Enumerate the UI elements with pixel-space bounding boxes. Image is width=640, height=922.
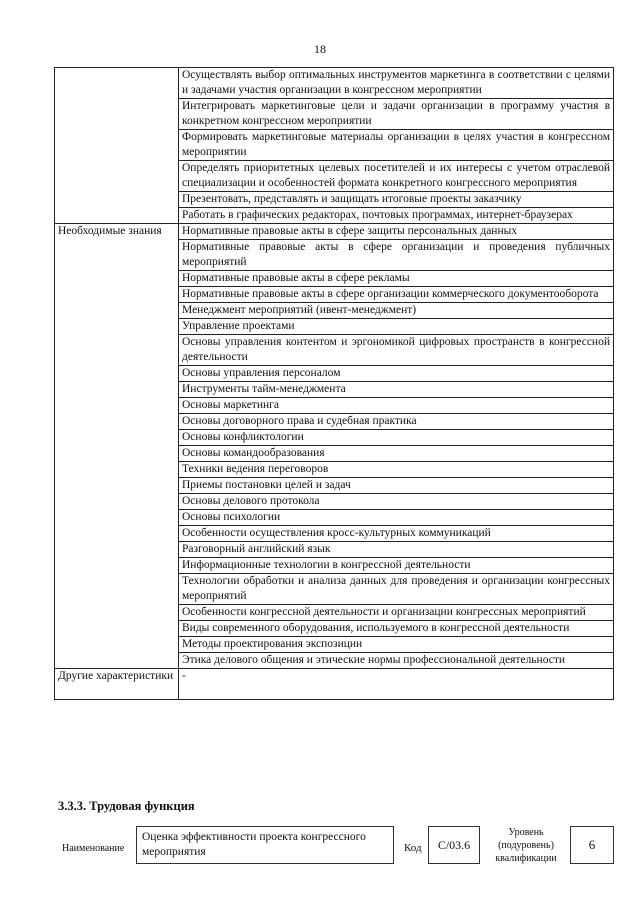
table-cell-item: Менеджмент мероприятий (ивент-менеджмент) [179,303,614,319]
table-cell-item: Виды современного оборудования, используемого в конгрессной деятельности [179,621,614,637]
table-cell-item: Нормативные правовые акты в сфере рекламы [179,271,614,287]
level-label: Уровень (подуровень) квалификации [495,827,557,864]
table-cell-item: Основы психологии [179,510,614,526]
level-box: 6 [570,826,614,864]
table-cell-item: Технологии обработки и анализа данных для проведения и организации конгрессных мероприятий [179,574,614,605]
labor-function-row [58,826,614,870]
table-cell-item: Основы управления персоналом [179,366,614,382]
table-cell-item: Основы маркетинга [179,398,614,414]
section-heading: 3.3.3. Трудовая функция [58,799,195,813]
table-cell-item: Интегрировать маркетинговые цели и задачи организации в программу участия в конкретном конгрессном мероприятии [179,99,614,130]
table-cell-item: Нормативные правовые акты в сфере защиты персональных данных [179,224,614,240]
skills-table-body [55,68,614,700]
code-box: C/03.6 [428,826,480,864]
table-cell-item: Нормативные правовые акты в сфере организации коммерческого документооборота [179,287,614,303]
table-cell-item: Основы делового протокола [179,494,614,510]
table-cell-item: Осуществлять выбор оптимальных инструментов маркетинга в соответствии с целями и задачами участия организации в конгрессном мероприятии [179,68,614,99]
table-cell-item: Работать в графических редакторах, почтовых программах, интернет-браузерах [179,208,614,224]
row-group-label: Другие характеристики [55,669,179,700]
table-cell-item: Информационные технологии в конгрессной деятельности [179,558,614,574]
other-characteristics-row [55,669,614,700]
row-group-label [55,68,179,224]
table-cell-item: Основы договорного права и судебная практика [179,414,614,430]
table-cell-item: Управление проектами [179,319,614,335]
table-cell-item: - [179,669,614,700]
table-cell-item: Презентовать, представлять и защищать итоговые проекты заказчику [179,192,614,208]
table-cell-item: Этика делового общения и этические нормы профессиональной деятельности [179,653,614,669]
page-number: 18 [314,42,326,56]
table-cell-item: Формировать маркетинговые материалы организации в целях участия в конгрессном мероприятии [179,130,614,161]
table-cell-item: Особенности конгрессной деятельности и организации конгрессных мероприятий [179,605,614,621]
table-cell-item: Разговорный английский язык [179,542,614,558]
table-cell-item: Техники ведения переговоров [179,462,614,478]
skills-row [55,68,614,99]
table-cell-item: Нормативные правовые акты в сфере организации и проведения публичных мероприятий [179,240,614,271]
table-cell-item: Особенности осуществления кросс-культурных коммуникаций [179,526,614,542]
table-cell-item: Основы конфликтологии [179,430,614,446]
function-name-box: Оценка эффективности проекта конгрессного мероприятия [136,826,394,864]
table-cell-item: Определять приоритетных целевых посетителей и их интересы с учетом отраслевой специализации и особенностей формата конкретного конгрессного мероприятия [179,161,614,192]
table-cell-item: Приемы постановки целей и задач [179,478,614,494]
table-cell-item: Основы командообразования [179,446,614,462]
name-label: Наименование [62,843,125,854]
knowledge-row [55,224,614,240]
table-cell-item: Основы управления контентом и эргономикой цифровых пространств в конгрессной деятельности [179,335,614,366]
skills-knowledge-table [54,67,614,700]
row-group-label: Необходимые знания [55,224,179,669]
table-cell-item: Методы проектирования экспозиции [179,637,614,653]
table-cell-item: Инструменты тайм-менеджмента [179,382,614,398]
code-label: Код [404,842,422,854]
